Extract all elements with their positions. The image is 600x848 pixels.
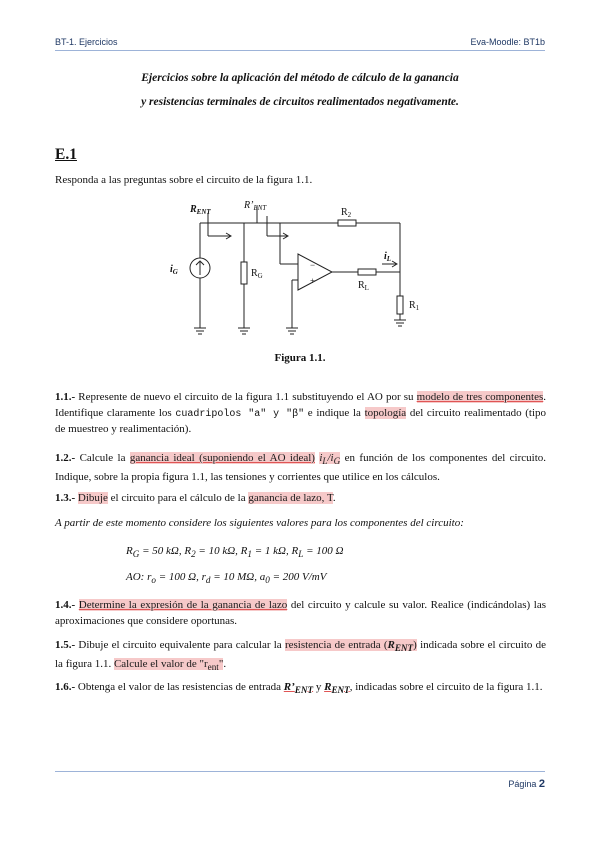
question-1-3: 1.3.- Dibuje el circuito para el cálculo de la ganancia de lazo, T. bbox=[55, 492, 336, 504]
label-ig: $i_G$ bbox=[170, 264, 178, 276]
header-left: BT-1. Ejercicios bbox=[55, 37, 118, 47]
label-rg: $R_G$ bbox=[251, 268, 263, 280]
header-right: Eva-Moodle: BT1b bbox=[470, 37, 545, 47]
opamp-minus: − bbox=[310, 260, 316, 270]
header-rule bbox=[55, 50, 545, 51]
question-1-4: 1.4.- Determine la expresión de la ganancia de lazo del circuito y calcule su valor. Realice (indicándolas) las aproximaciones que considere oportunas. bbox=[55, 599, 547, 627]
intro-text: Responda a las preguntas sobre el circuito de la figura 1.1. bbox=[55, 174, 313, 186]
footer-page: Página 2 bbox=[508, 778, 545, 790]
opamp-plus: + bbox=[310, 276, 316, 286]
label-rl: $R_L$ bbox=[358, 280, 369, 292]
question-1-5: 1.5.- Dibuje el circuito equivalente para calcular la resistencia de entrada $(R_{ENT})$ indicada sobre el circuito de la figura 1.1. Calcule el valor de "$r_{ent}$". bbox=[55, 639, 547, 672]
label-rent-prime: $R’_{ENT}$ bbox=[244, 200, 267, 212]
values-line-1: $R_G = 50$ kΩ, $R_2 = 10$ kΩ, $R_1 = 1$ kΩ, $R_L = 100$ Ω bbox=[126, 545, 344, 560]
circuit-figure bbox=[160, 196, 430, 346]
section-heading: E.1 bbox=[55, 146, 77, 163]
label-il: $i_L$ bbox=[384, 251, 392, 263]
question-1-1: 1.1.- Represente de nuevo el circuito de la figura 1.1 substituyendo el AO por su modelo de tres componentes. Identifique claramente los cuadripolos "a" y "β" e indique la topología del circuito realimentado (tipo de muestreo y realimentación). bbox=[55, 391, 547, 435]
values-line-2: AO: $r_o = 100$ Ω, $r_d = 10$ MΩ, $a_0 = 200$ V/mV bbox=[126, 571, 327, 586]
question-1-2: 1.2.- Calcule la ganancia ideal (suponiendo el AO ideal) $i_L/i_G$ en función de los componentes del circuito. Indique, sobre la propia figura 1.1, las tensiones y corrientes que utilice en los cálculos. bbox=[55, 452, 547, 483]
label-rent: $R_{ENT}$ bbox=[190, 204, 211, 216]
question-1-6: 1.6.- Obtenga el valor de las resistencias de entrada $R’_{ENT}$ y $R_{ENT}$, indicadas sobre el circuito de la figura 1.1. bbox=[55, 681, 543, 696]
label-r1: $R_1$ bbox=[409, 300, 420, 312]
figure-caption: Figura 1.1. bbox=[274, 352, 326, 364]
footer-rule bbox=[55, 771, 545, 772]
values-intro: A partir de este momento considere los siguientes valores para los componentes del circuito: bbox=[55, 517, 464, 529]
title-line-2: y resistencias terminales de circuitos realimentados negativamente. bbox=[141, 96, 459, 108]
title-line-1: Ejercicios sobre la aplicación del método de cálculo de la ganancia bbox=[141, 72, 459, 84]
label-r2: $R_2$ bbox=[341, 207, 352, 219]
